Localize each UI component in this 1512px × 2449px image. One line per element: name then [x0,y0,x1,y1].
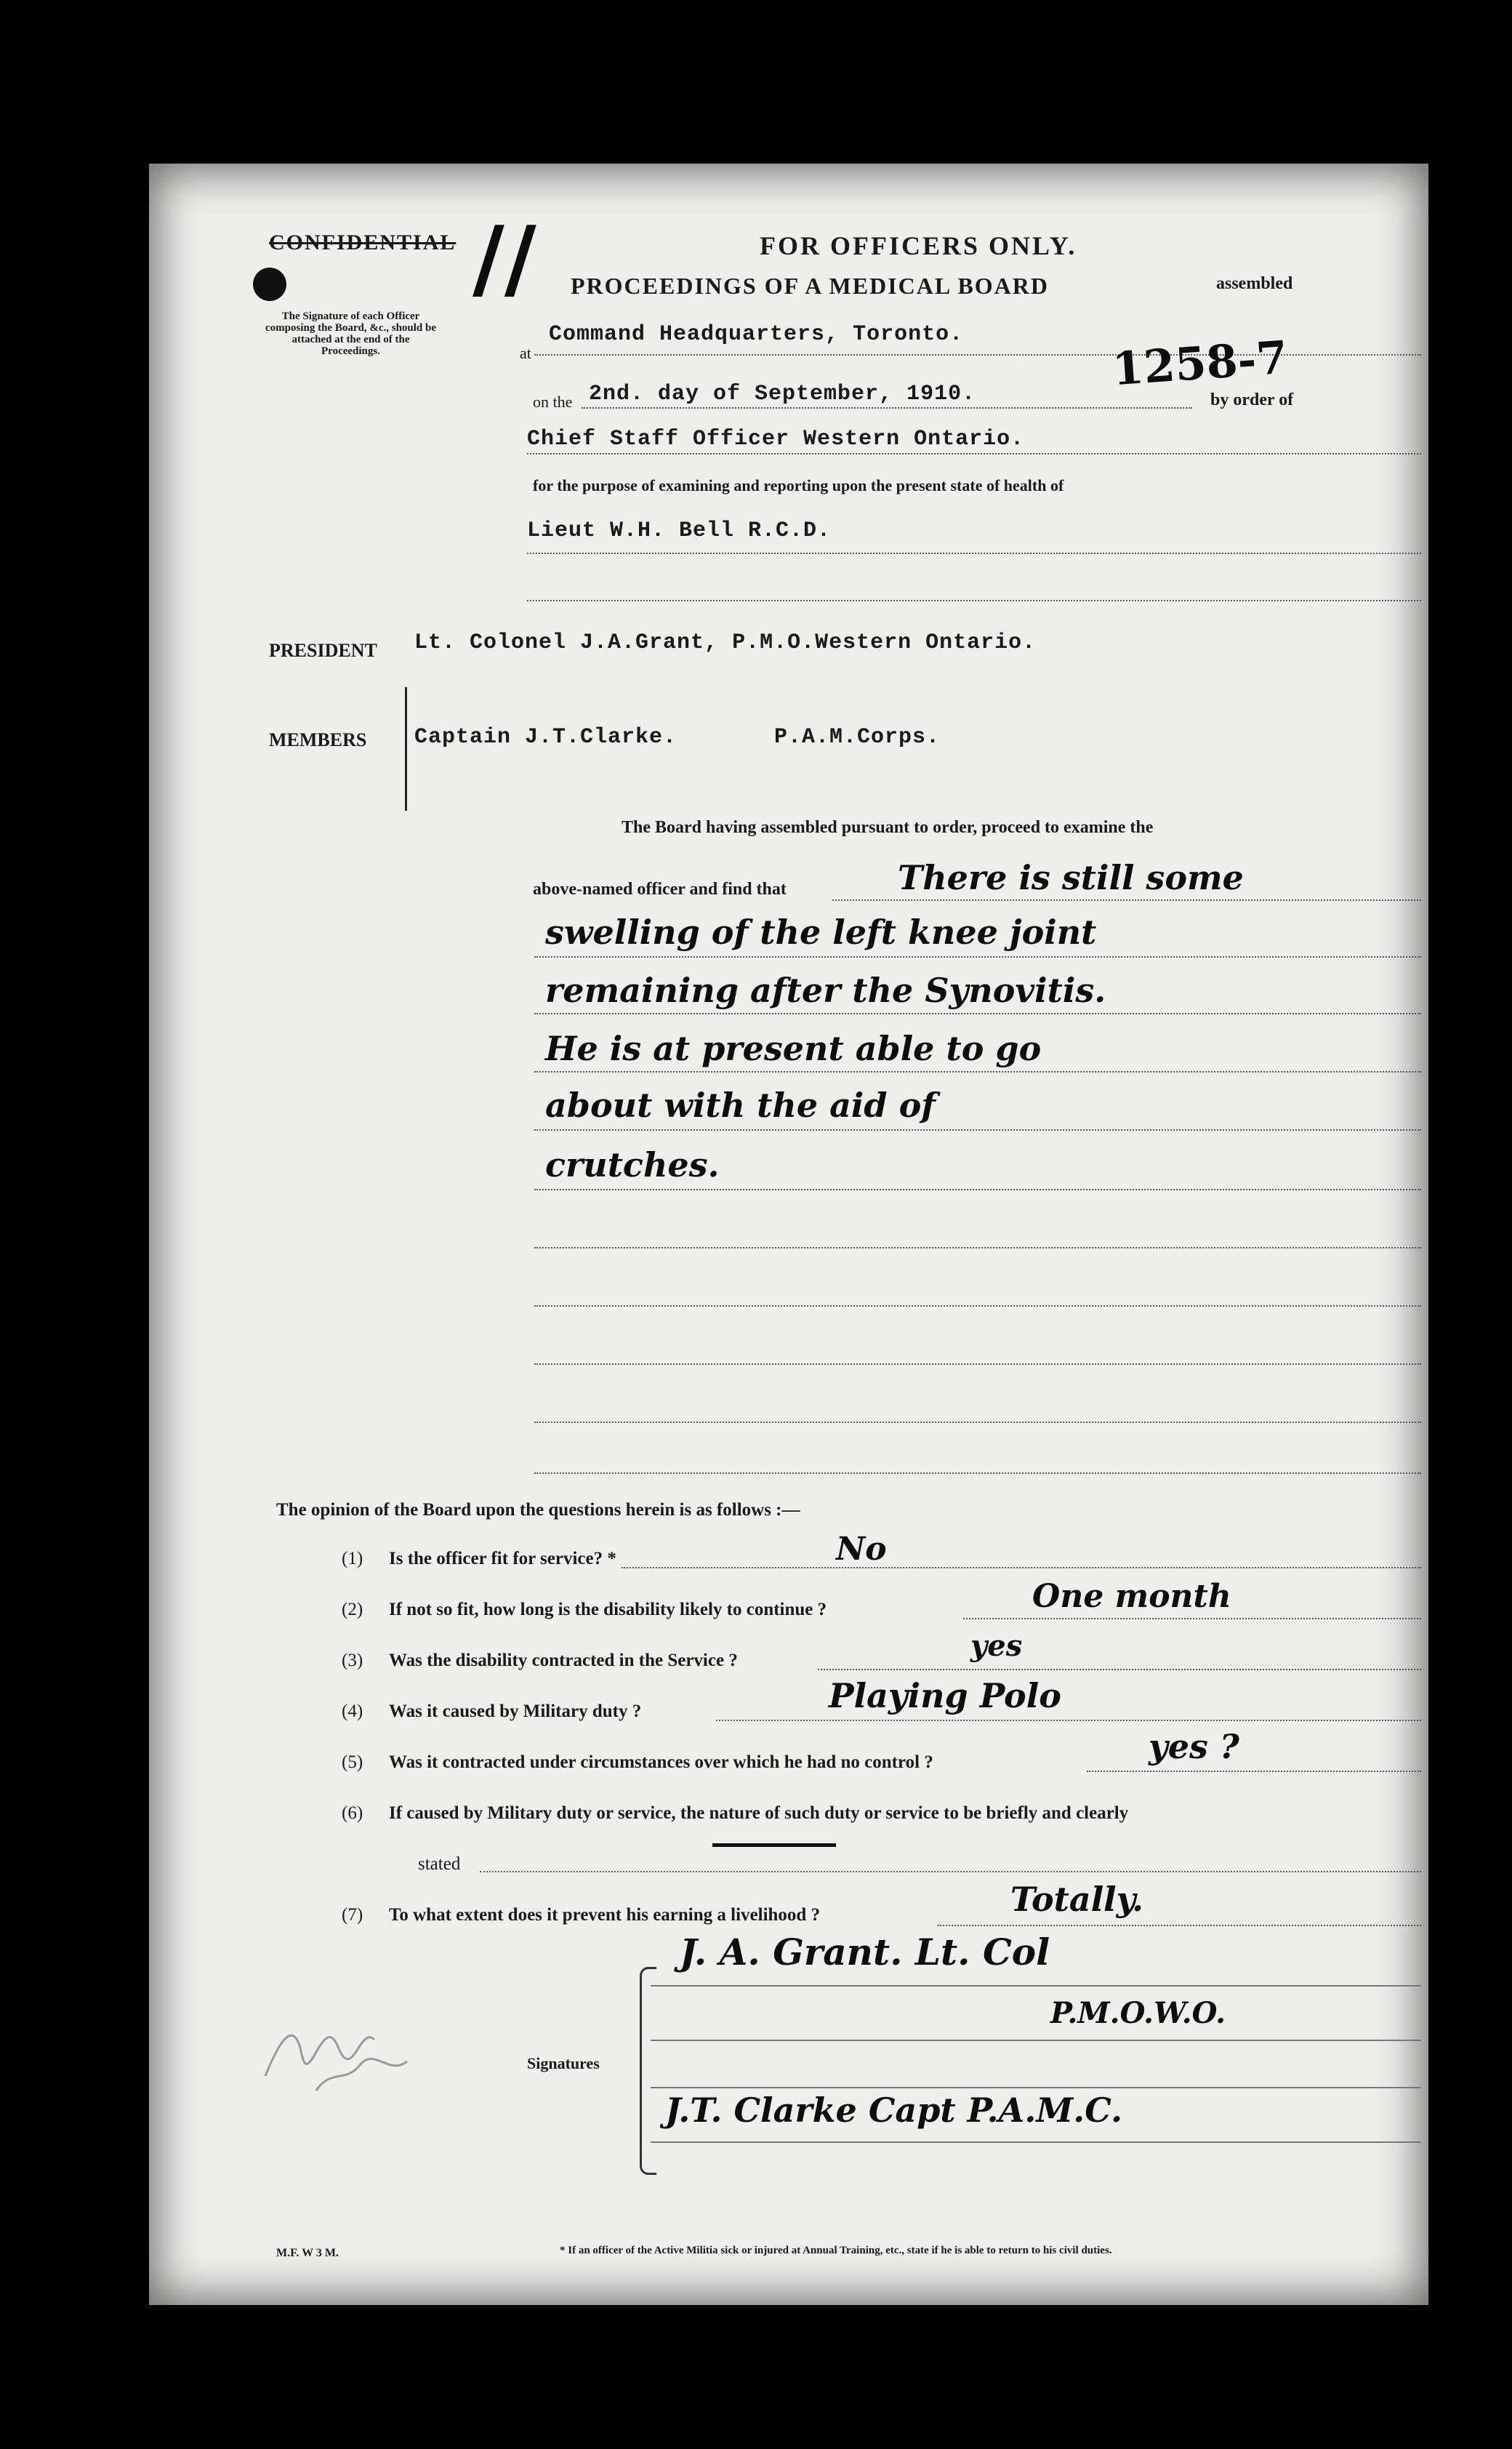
member-corps: P.A.M.Corps. [774,725,941,750]
on-the-label: on the [533,393,573,411]
member-name: Captain J.T.Clarke. [414,725,677,750]
q1-text: Is the officer fit for service? * [389,1549,616,1568]
findings-rule-10 [534,1422,1421,1423]
findings-line-3: remaining after the Synovitis. [545,971,1106,1010]
findings-rule-1 [832,899,1421,901]
by-order-label: by order of [1210,390,1294,409]
q6-line [480,1871,1421,1872]
q3-line [818,1669,1421,1670]
findings-line-6: crutches. [545,1145,720,1185]
subject-line-2 [527,600,1421,601]
title-suffix: assembled [1216,274,1293,293]
document-page [149,164,1428,2305]
subject-value: Lieut W.H. Bell R.C.D. [527,518,832,543]
findings-rule-11 [534,1472,1421,1474]
q5-line [1087,1771,1421,1772]
q1-line [622,1567,1421,1568]
q7-number: (7) [342,1905,363,1925]
q3-answer: yes [970,1629,1023,1663]
q5-answer: yes ? [1149,1727,1239,1766]
at-label: at [520,344,531,362]
q4-number: (4) [342,1702,363,1721]
findings-intro-2: above-named officer and find that [533,880,787,899]
findings-rule-2 [534,956,1421,958]
q2-number: (2) [342,1600,363,1619]
findings-line-2: swelling of the left knee joint [545,913,1097,952]
signature-president: J. A. Grant. Lt. Col [680,1931,1050,1973]
q5-number: (5) [342,1752,363,1772]
signature-side-note: The Signature of each Officer composing the Board, &c., should be attached at the end of the Proceedings. [265,310,437,357]
document-title: PROCEEDINGS OF A MEDICAL BOARD [571,273,1049,299]
q2-line [963,1618,1421,1619]
ordered-by-line [527,453,1421,454]
findings-rule-3 [534,1013,1421,1014]
q6-answer-dash [712,1843,836,1847]
findings-intro-1: The Board having assembled pursuant to order, proceed to examine the [622,818,1154,837]
q2-text: If not so fit, how long is the disability likely to continue ? [389,1600,827,1619]
findings-line-5: about with the aid of [545,1086,936,1125]
q5-text: Was it contracted under circumstances over which he had no control ? [389,1752,933,1772]
q4-answer: Playing Polo [829,1676,1061,1715]
q7-answer: Totally. [1010,1880,1144,1919]
members-bracket [405,687,407,811]
q1-number: (1) [342,1549,363,1568]
date-value: 2nd. day of September, 1910. [589,382,976,406]
confidential-stamp: CONFIDENTIAL [269,231,457,254]
q6-stated-label: stated [418,1854,461,1874]
signature-line-4 [651,2141,1421,2143]
purpose-text: for the purpose of examining and reporting upon the present state of health of [533,476,1064,494]
findings-rule-5 [534,1129,1421,1131]
members-label: MEMBERS [269,729,367,750]
officers-only-heading: FOR OFFICERS ONLY. [760,231,1077,260]
signature-president-title: P.M.O.W.O. [1050,1996,1226,2030]
findings-rule-9 [534,1363,1421,1365]
q6-text: If caused by Military duty or service, the nature of such duty or service to be briefly and clearly [389,1803,1129,1823]
findings-line-4: He is at present able to go [545,1029,1042,1068]
signatures-bracket [640,1967,656,2175]
reference-number: 1258-7 [1110,330,1290,396]
opinion-heading: The opinion of the Board upon the questions herein is as follows :— [276,1500,800,1520]
president-value: Lt. Colonel J.A.Grant, P.M.O.Western Ontario. [414,630,1037,655]
footer-footnote: * If an officer of the Active Militia sick or injured at Annual Training, etc., state if he is able to return to his civil duties. [560,2245,1112,2256]
subject-line [527,553,1421,554]
findings-rule-8 [534,1305,1421,1307]
margin-initials-scribble [251,1996,425,2105]
q2-answer: One month [1032,1578,1231,1615]
q1-answer: No [836,1531,887,1568]
q3-text: Was the disability contracted in the Service ? [389,1651,738,1670]
q3-number: (3) [342,1651,363,1670]
location-line [534,354,1421,356]
ordered-by-value: Chief Staff Officer Western Ontario. [527,427,1025,452]
findings-rule-6 [534,1189,1421,1190]
form-number: M.F. W 3 M. [276,2247,339,2259]
signature-line-3 [651,2087,1421,2088]
signature-member: J.T. Clarke Capt P.A.M.C. [665,2091,1123,2130]
q7-line [938,1925,1421,1926]
q4-line [716,1720,1421,1721]
date-line [582,407,1192,409]
president-label: PRESIDENT [269,640,377,661]
double-stroke-mark: // [472,207,536,310]
signatures-label: Signatures [527,2054,600,2072]
q4-text: Was it caused by Military duty ? [389,1702,642,1721]
findings-rule-7 [534,1247,1421,1248]
findings-rule-4 [534,1071,1421,1073]
location-value: Command Headquarters, Toronto. [549,322,964,347]
findings-line-1: There is still some [898,858,1244,897]
q6-number: (6) [342,1803,363,1823]
hole-punch [253,268,286,301]
q7-text: To what extent does it prevent his earning a livelihood ? [389,1905,821,1925]
signature-line-1 [651,1985,1421,1987]
signature-line-2 [651,2040,1421,2041]
